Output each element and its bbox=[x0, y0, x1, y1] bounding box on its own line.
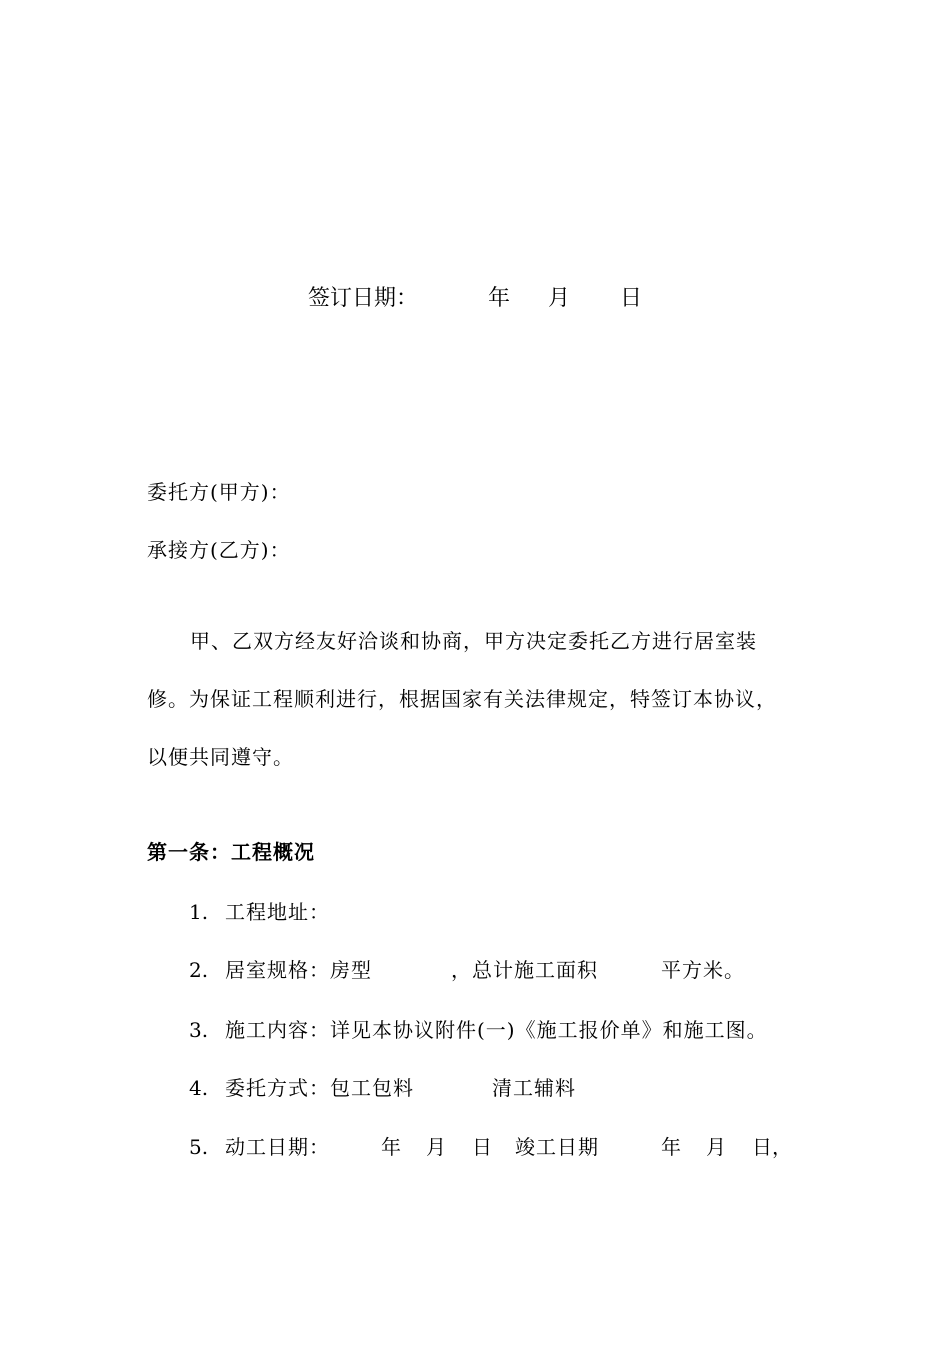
item-option-text: 清工辅料 bbox=[492, 1076, 576, 1100]
list-item bbox=[189, 1135, 792, 1357]
end-month: 月 bbox=[706, 1135, 726, 1159]
contractor-party-label: 承接方(乙方)： bbox=[147, 538, 291, 562]
item-unit-text: 平方米。 bbox=[661, 958, 745, 982]
start-day: 日 bbox=[472, 1135, 492, 1159]
signing-year: 年 bbox=[488, 286, 511, 311]
preamble-line-3: 以便共同遵守。 bbox=[147, 745, 294, 769]
item-number: 3. bbox=[189, 1018, 209, 1042]
item-number: 2. bbox=[189, 958, 209, 982]
signing-date-label: 签订日期： bbox=[308, 286, 419, 311]
item-number: 5. bbox=[189, 1135, 209, 1159]
start-year: 年 bbox=[381, 1135, 401, 1159]
item-label: 委托方式：包工包料 bbox=[225, 1076, 414, 1100]
signing-date-line bbox=[308, 286, 643, 420]
completion-date-label: 竣工日期 bbox=[515, 1135, 599, 1159]
article-1-title: 第一条：工程概况 bbox=[147, 840, 315, 864]
signing-day: 日 bbox=[620, 286, 643, 311]
end-day: 日， bbox=[752, 1135, 792, 1159]
item-label: 施工内容：详见本协议附件(一)《施工报价单》和施工图。 bbox=[225, 1018, 768, 1042]
item-label: 工程地址： bbox=[225, 900, 330, 924]
item-label: 居室规格：房型 bbox=[225, 958, 372, 982]
end-year: 年 bbox=[661, 1135, 681, 1159]
signing-month: 月 bbox=[548, 286, 571, 311]
item-number: 1. bbox=[189, 900, 209, 924]
item-label: 动工日期： bbox=[225, 1135, 330, 1159]
item-mid-text: ，总计施工面积 bbox=[451, 958, 598, 982]
item-number: 4. bbox=[189, 1076, 209, 1100]
preamble-line-2: 修。为保证工程顺利进行，根据国家有关法律规定，特签订本协议， bbox=[147, 687, 777, 711]
client-party-label: 委托方(甲方)： bbox=[147, 480, 291, 504]
start-month: 月 bbox=[426, 1135, 446, 1159]
preamble-line-1: 甲、乙双方经友好洽谈和协商，甲方决定委托乙方进行居室装 bbox=[190, 629, 757, 653]
